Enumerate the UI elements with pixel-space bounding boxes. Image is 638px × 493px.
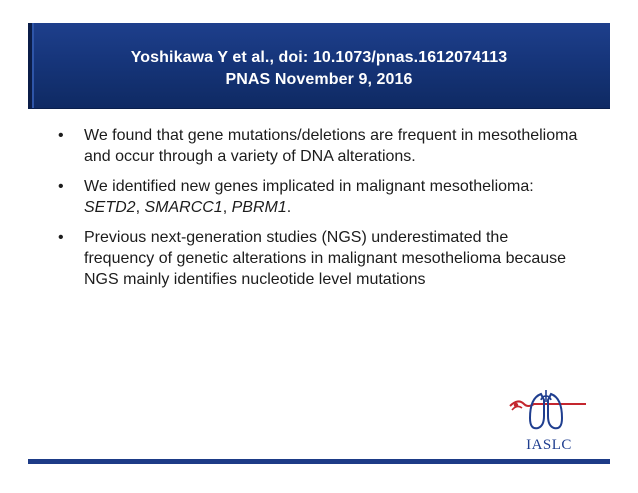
logo-text: IASLC (526, 437, 572, 453)
citation-line-1: Yoshikawa Y et al., doi: 10.1073/pnas.1612074113 (130, 49, 508, 66)
gene-name: PBRM1 (231, 199, 287, 216)
iaslc-logo (508, 382, 590, 456)
lungs-caduceus-icon (508, 382, 590, 438)
finding-text: We found that gene mutations/deletions are frequent in mesothelioma and occur through a variety of DNA alterations. (84, 127, 578, 165)
list-item (58, 227, 578, 290)
footer-rule (28, 459, 610, 464)
citation-line-2: PNAS November 9, 2016 (225, 71, 413, 88)
gene-name: SETD2 (84, 199, 136, 216)
bullet-marker: • (58, 178, 64, 195)
separator: , (135, 199, 145, 216)
citation-title (28, 47, 610, 91)
separator: , (222, 199, 232, 216)
findings-list (58, 125, 578, 299)
finding-text-prefix: We identified new genes implicated in malignant mesothelioma: (84, 178, 534, 195)
bullet-marker: • (58, 229, 64, 246)
finding-text: Previous next-generation studies (NGS) underestimated the frequency of genetic alterations in malignant mesothelioma because NGS mainly identifies nucleotide level mutations (84, 229, 567, 288)
bullet-marker: • (58, 127, 64, 144)
finding-text-suffix: . (286, 199, 292, 216)
header-banner (28, 23, 610, 108)
list-item (58, 125, 578, 167)
gene-name: SMARCC1 (144, 199, 223, 216)
list-item (58, 176, 578, 218)
